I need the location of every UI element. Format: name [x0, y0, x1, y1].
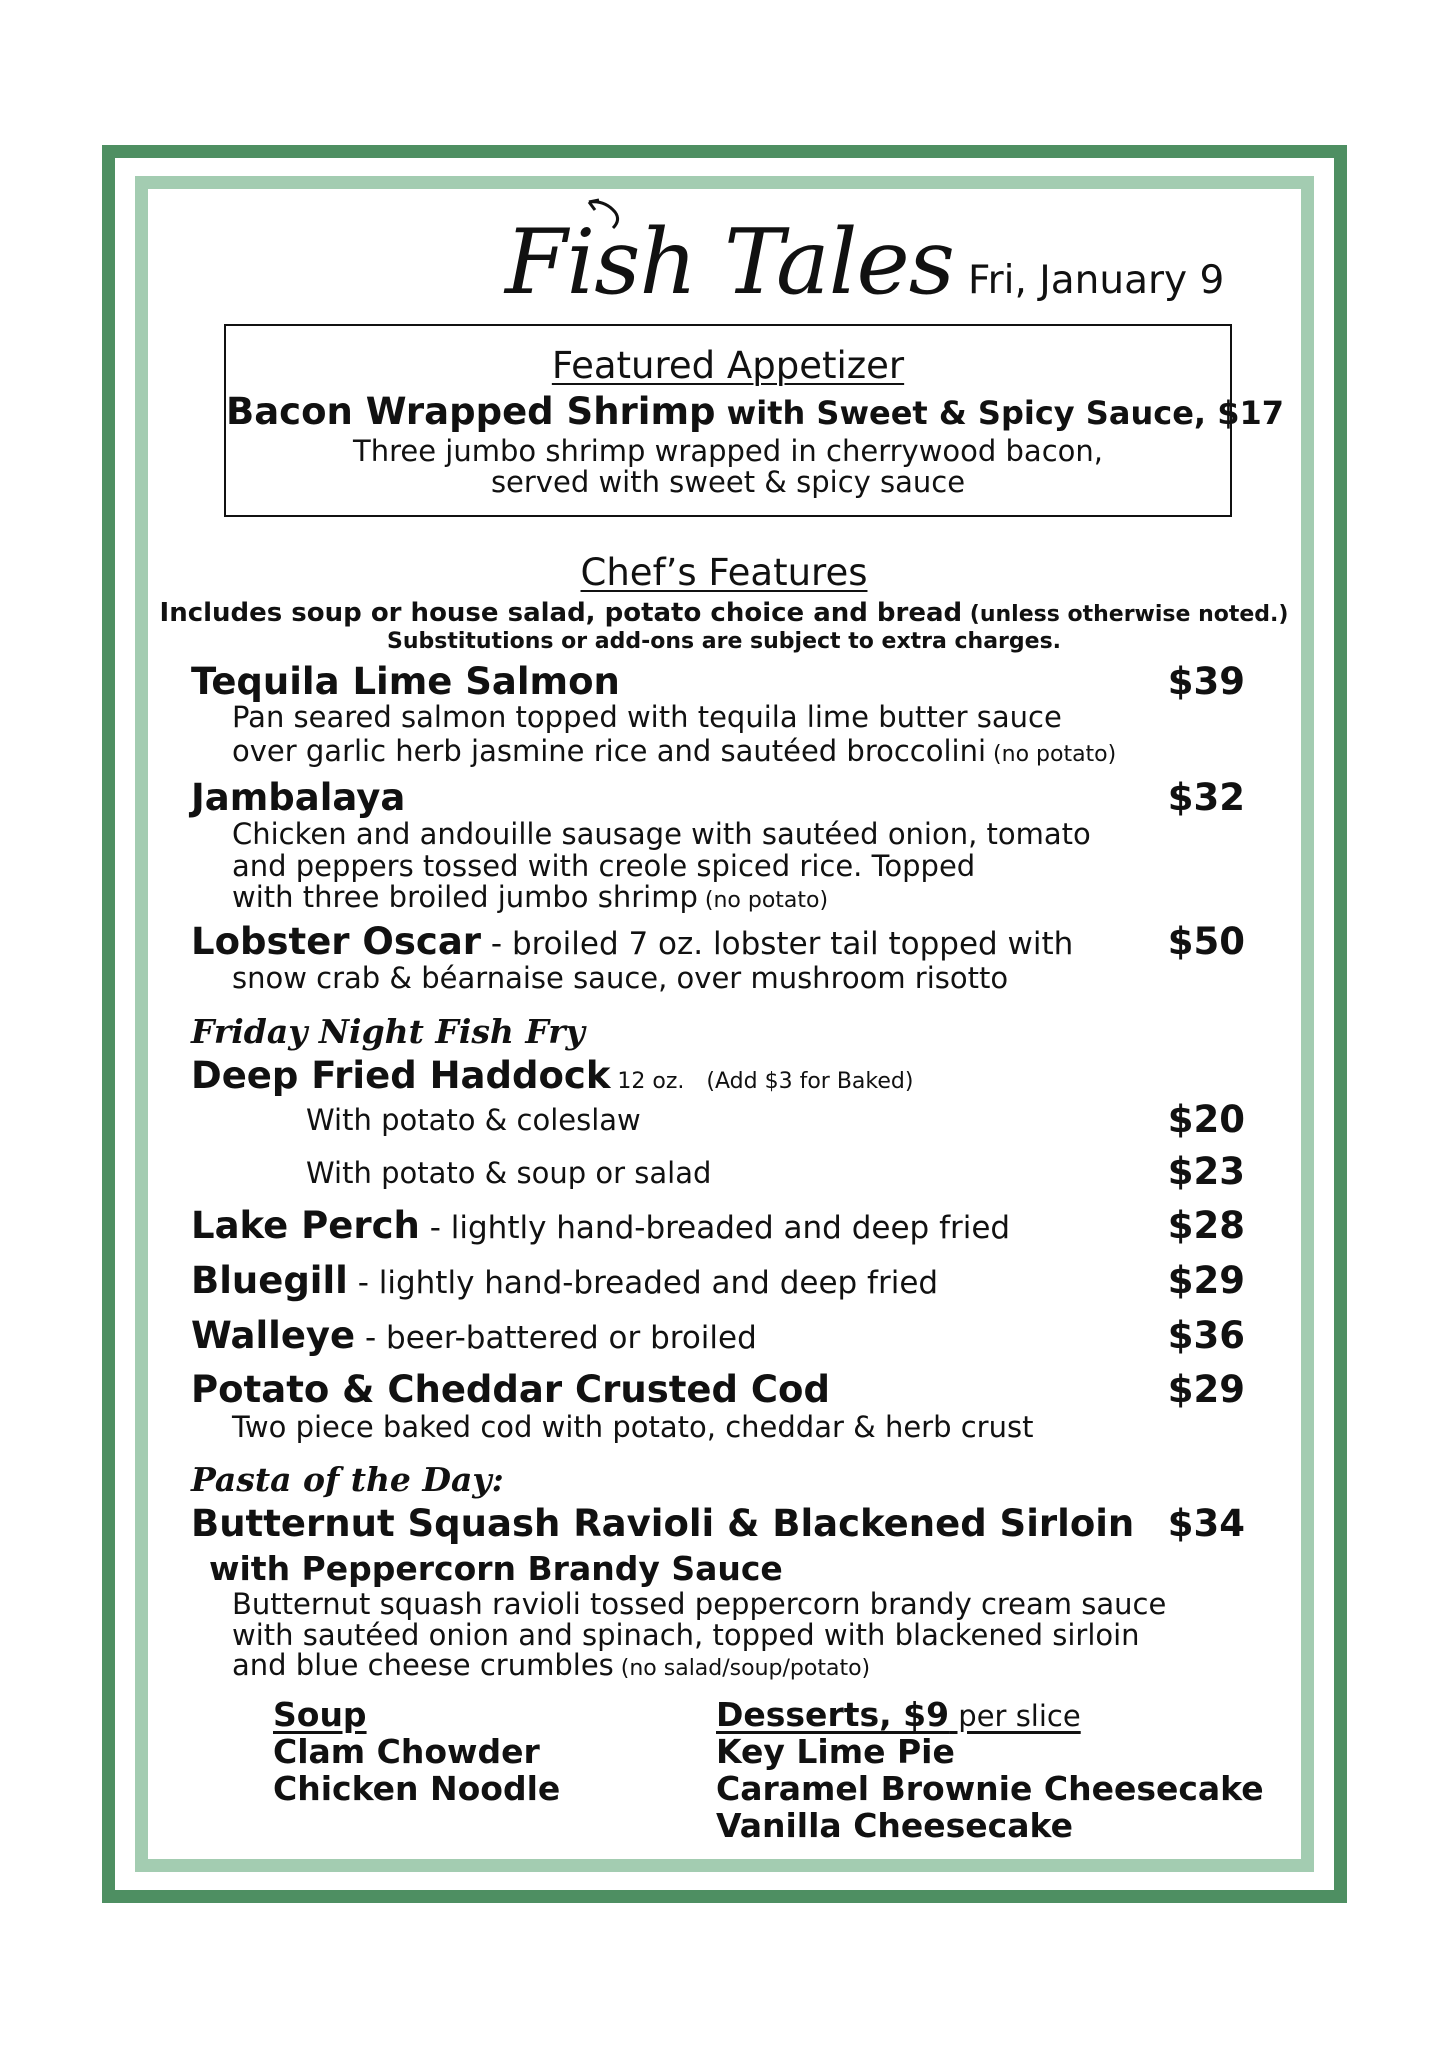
dessert-item: Caramel Brownie Cheesecake — [716, 1769, 1264, 1808]
item-desc-lobster: snow crab & béarnaise sauce, over mushroom risotto — [232, 961, 1009, 995]
featured-appetizer-title: Featured Appetizer — [551, 344, 905, 387]
chefs-features-title: Chef’s Features — [580, 551, 868, 594]
item-name-tequila-lime-salmon: Tequila Lime Salmon — [191, 660, 620, 703]
item-name-jambalaya: Jambalaya — [191, 776, 406, 819]
appetizer-name-line — [226, 390, 1284, 435]
chefs-note-main: Includes soup or house salad, potato choice and bread — [159, 598, 963, 628]
item-name-crusted-cod: Potato & Cheddar Crusted Cod — [191, 1368, 830, 1411]
haddock-price-soup-salad: $23 — [1167, 1150, 1245, 1193]
item-price-bluegill: $29 — [1167, 1259, 1245, 1302]
appetizer-price: with Sweet & Spicy Sauce, $17 — [715, 394, 1284, 432]
haddock-option-soup-salad: With potato & soup or salad — [306, 1156, 712, 1190]
desserts-title: Desserts, $9 per slice — [716, 1695, 1081, 1734]
pasta-desc-1: Butternut squash ravioli tossed peppercorn brandy cream sauce — [232, 1587, 1167, 1621]
haddock-option-coleslaw: With potato & coleslaw — [306, 1103, 641, 1137]
item-name-lobster-oscar: Lobster Oscar - broiled 7 oz. lobster tail topped with — [191, 920, 1074, 963]
soup-item: Chicken Noodle — [273, 1769, 561, 1808]
pasta-desc-2: with sautéed onion and spinach, topped with blackened sirloin — [232, 1618, 1140, 1652]
item-price-pasta: $34 — [1167, 1502, 1245, 1545]
dessert-item: Vanilla Cheesecake — [716, 1806, 1073, 1845]
item-price-lake-perch: $28 — [1167, 1204, 1245, 1247]
pasta-desc-3: and blue cheese crumbles (no salad/soup/potato) — [232, 1648, 871, 1682]
fish-fry-title: Friday Night Fish Fry — [191, 1012, 585, 1051]
appetizer-name: Bacon Wrapped Shrimp — [226, 390, 716, 433]
item-desc-tequila-2: over garlic herb jasmine rice and sautéed broccolini (no potato) — [232, 734, 1117, 768]
appetizer-desc-2: served with sweet & spicy sauce — [490, 465, 966, 499]
soup-title: Soup — [273, 1695, 367, 1734]
item-desc-tequila-1: Pan seared salmon topped with tequila lime butter sauce — [232, 700, 1062, 734]
restaurant-logo: Fish Tales — [505, 210, 954, 315]
item-name-lake-perch: Lake Perch - lightly hand-breaded and deep fried — [191, 1204, 1011, 1247]
pasta-subtitle: with Peppercorn Brandy Sauce — [209, 1549, 783, 1588]
item-price-tequila-lime-salmon: $39 — [1167, 660, 1245, 703]
item-price-walleye: $36 — [1167, 1314, 1245, 1357]
item-name-pasta: Butternut Squash Ravioli & Blackened Sirloin — [191, 1502, 1135, 1545]
item-desc-crusted-cod: Two piece baked cod with potato, cheddar & herb crust — [232, 1410, 1034, 1444]
chefs-features-note-2: Substitutions or add-ons are subject to extra charges. — [386, 629, 1062, 654]
item-name-walleye: Walleye - beer-battered or broiled — [191, 1314, 757, 1357]
pasta-title: Pasta of the Day: — [191, 1460, 504, 1499]
featured-appetizer-box — [224, 324, 1284, 517]
menu-date: Fri, January 9 — [968, 258, 1225, 303]
dessert-item: Key Lime Pie — [716, 1732, 955, 1771]
item-price-lobster-oscar: $50 — [1167, 920, 1245, 963]
chefs-note-suffix: (unless otherwise noted.) — [962, 602, 1289, 627]
item-price-jambalaya: $32 — [1167, 776, 1245, 819]
item-name-deep-fried-haddock: Deep Fried Haddock 12 oz. (Add $3 for Baked) — [191, 1054, 914, 1097]
haddock-price-coleslaw: $20 — [1167, 1098, 1245, 1141]
chefs-features-note-1 — [0, 597, 1448, 631]
item-price-crusted-cod: $29 — [1167, 1368, 1245, 1411]
item-name-bluegill: Bluegill - lightly hand-breaded and deep fried — [191, 1259, 939, 1302]
item-desc-jambalaya-1: Chicken and andouille sausage with sautéed onion, tomato — [232, 817, 1091, 851]
item-desc-jambalaya-2: and peppers tossed with creole spiced rice. Topped — [232, 849, 976, 883]
item-desc-jambalaya-3: with three broiled jumbo shrimp (no potato) — [232, 880, 829, 914]
appetizer-desc-1: Three jumbo shrimp wrapped in cherrywood bacon, — [353, 434, 1103, 468]
soup-item: Clam Chowder — [273, 1732, 540, 1771]
